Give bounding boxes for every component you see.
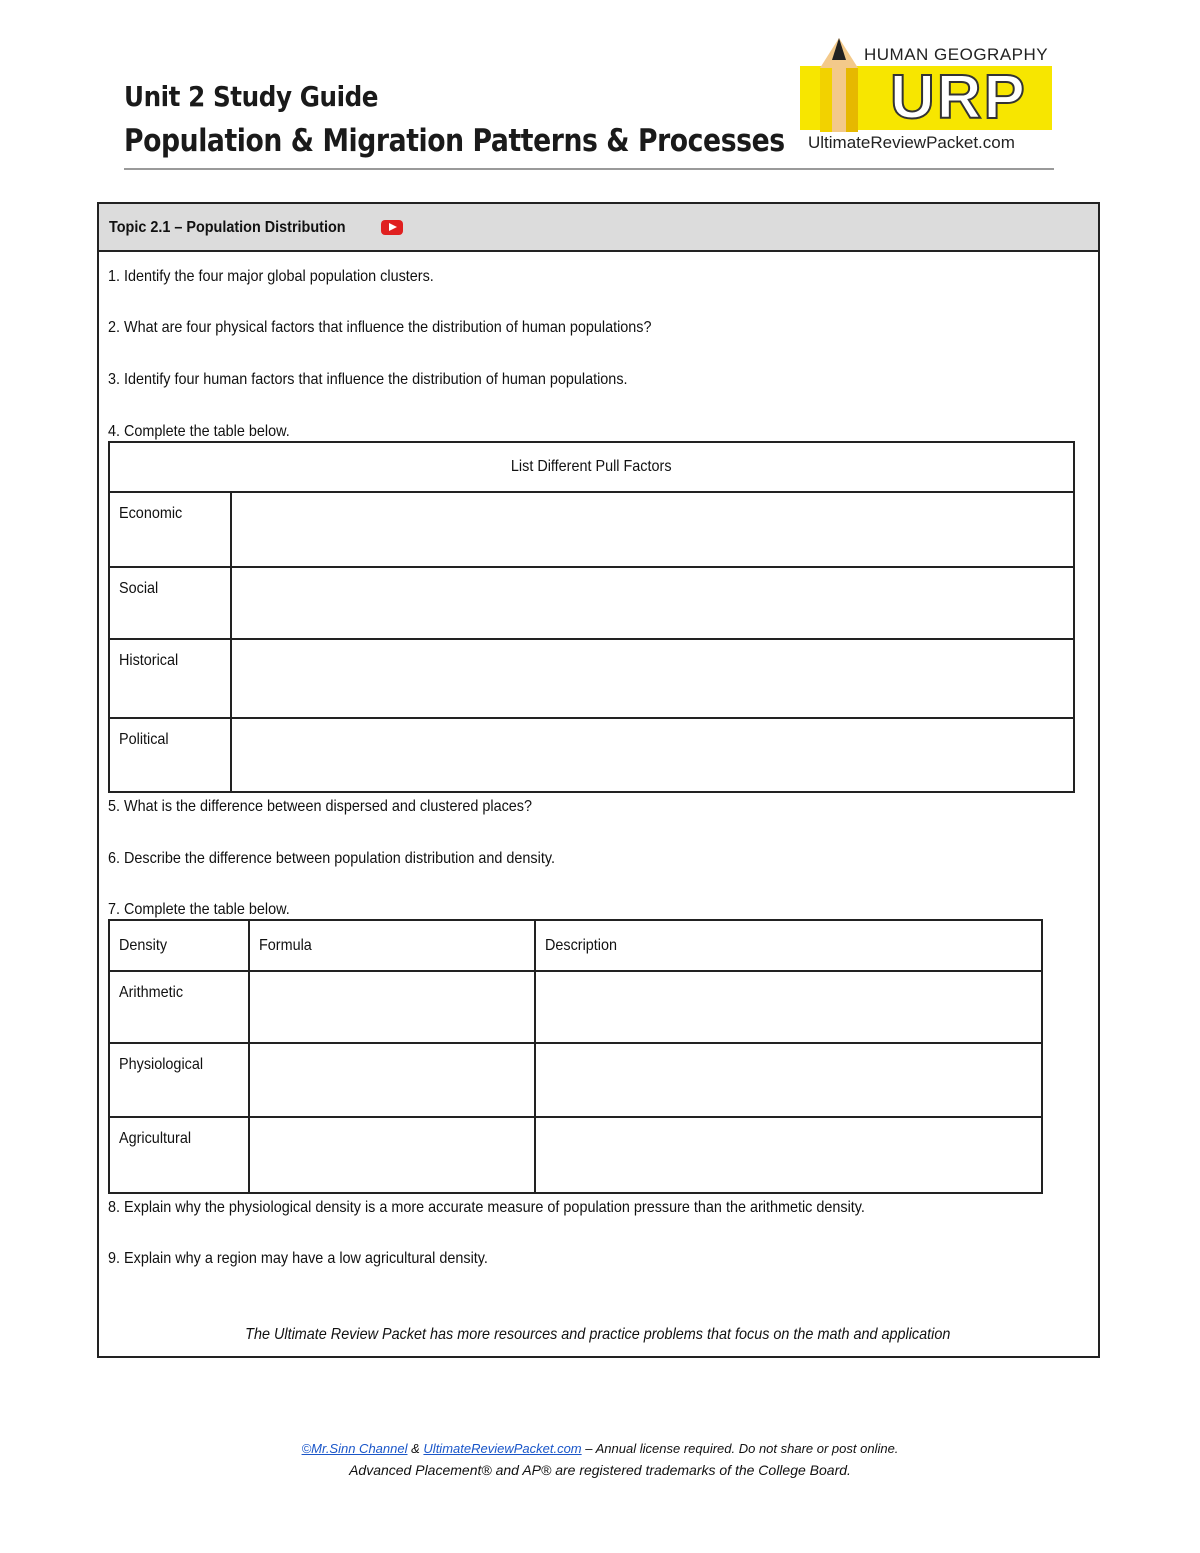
table-row — [109, 639, 1074, 718]
row-label: Physiological — [109, 1043, 249, 1117]
column-header: Description — [535, 920, 1042, 971]
site-link[interactable]: UltimateReviewPacket.com — [423, 1441, 582, 1456]
question-2: 2. What are four physical factors that influence the distribution of human populations? — [108, 319, 652, 336]
logo-site: UltimateReviewPacket.com — [808, 133, 1015, 152]
question-1: 1. Identify the four major global population clusters. — [108, 268, 434, 285]
footer-license — [0, 1441, 1200, 1456]
youtube-play-icon[interactable] — [381, 220, 403, 235]
answer-cell[interactable] — [231, 567, 1074, 639]
row-label: Economic — [109, 492, 231, 567]
column-header: Formula — [249, 920, 535, 971]
description-cell[interactable] — [535, 1043, 1042, 1117]
table-row — [109, 971, 1042, 1043]
table-row — [109, 1117, 1042, 1193]
row-label: Social — [109, 567, 231, 639]
row-label: Arithmetic — [109, 971, 249, 1043]
question-5: 5. What is the difference between dispersed and clustered places? — [108, 798, 532, 815]
table-row — [109, 492, 1074, 567]
question-9: 9. Explain why a region may have a low agricultural density. — [108, 1250, 488, 1267]
question-4: 4. Complete the table below. — [108, 423, 290, 440]
header-divider — [124, 168, 1054, 170]
row-label: Agricultural — [109, 1117, 249, 1193]
page-title-line1: Unit 2 Study Guide — [124, 80, 379, 113]
column-header: Density — [109, 920, 249, 971]
logo-letters: URP — [890, 63, 1027, 132]
urp-note: The Ultimate Review Packet has more resources and practice problems that focus on the math and application — [245, 1326, 951, 1343]
row-label: Political — [109, 718, 231, 792]
table-row — [109, 1043, 1042, 1117]
page-title-line2: Population & Migration Patterns & Processes — [124, 123, 785, 159]
section-header — [99, 204, 1098, 252]
logo-subject: HUMAN GEOGRAPHY — [864, 45, 1049, 64]
row-label: Historical — [109, 639, 231, 718]
description-cell[interactable] — [535, 1117, 1042, 1193]
footer-amp: & — [411, 1441, 420, 1456]
table-row — [109, 718, 1074, 792]
trademark-notice: Advanced Placement® and AP® are registered trademarks of the College Board. — [349, 1462, 851, 1478]
pull-table-header: List Different Pull Factors — [109, 442, 1074, 492]
density-table — [108, 919, 1043, 1194]
formula-cell[interactable] — [249, 971, 535, 1043]
table-row — [109, 567, 1074, 639]
answer-cell[interactable] — [231, 718, 1074, 792]
description-cell[interactable] — [535, 971, 1042, 1043]
formula-cell[interactable] — [249, 1043, 535, 1117]
question-3: 3. Identify four human factors that influence the distribution of human populations. — [108, 371, 628, 388]
topic-title: Topic 2.1 – Population Distribution — [109, 219, 346, 236]
pull-factors-table — [108, 441, 1075, 793]
question-6: 6. Describe the difference between population distribution and density. — [108, 850, 555, 867]
question-8: 8. Explain why the physiological density is a more accurate measure of population pressure than the arithmetic density. — [108, 1199, 865, 1216]
answer-cell[interactable] — [231, 639, 1074, 718]
question-7: 7. Complete the table below. — [108, 901, 290, 918]
channel-link[interactable]: ©Mr.Sinn Channel — [301, 1441, 408, 1456]
answer-cell[interactable] — [231, 492, 1074, 567]
table-header-row — [109, 920, 1042, 971]
license-text: – Annual license required. Do not share or post online. — [585, 1441, 899, 1456]
formula-cell[interactable] — [249, 1117, 535, 1193]
